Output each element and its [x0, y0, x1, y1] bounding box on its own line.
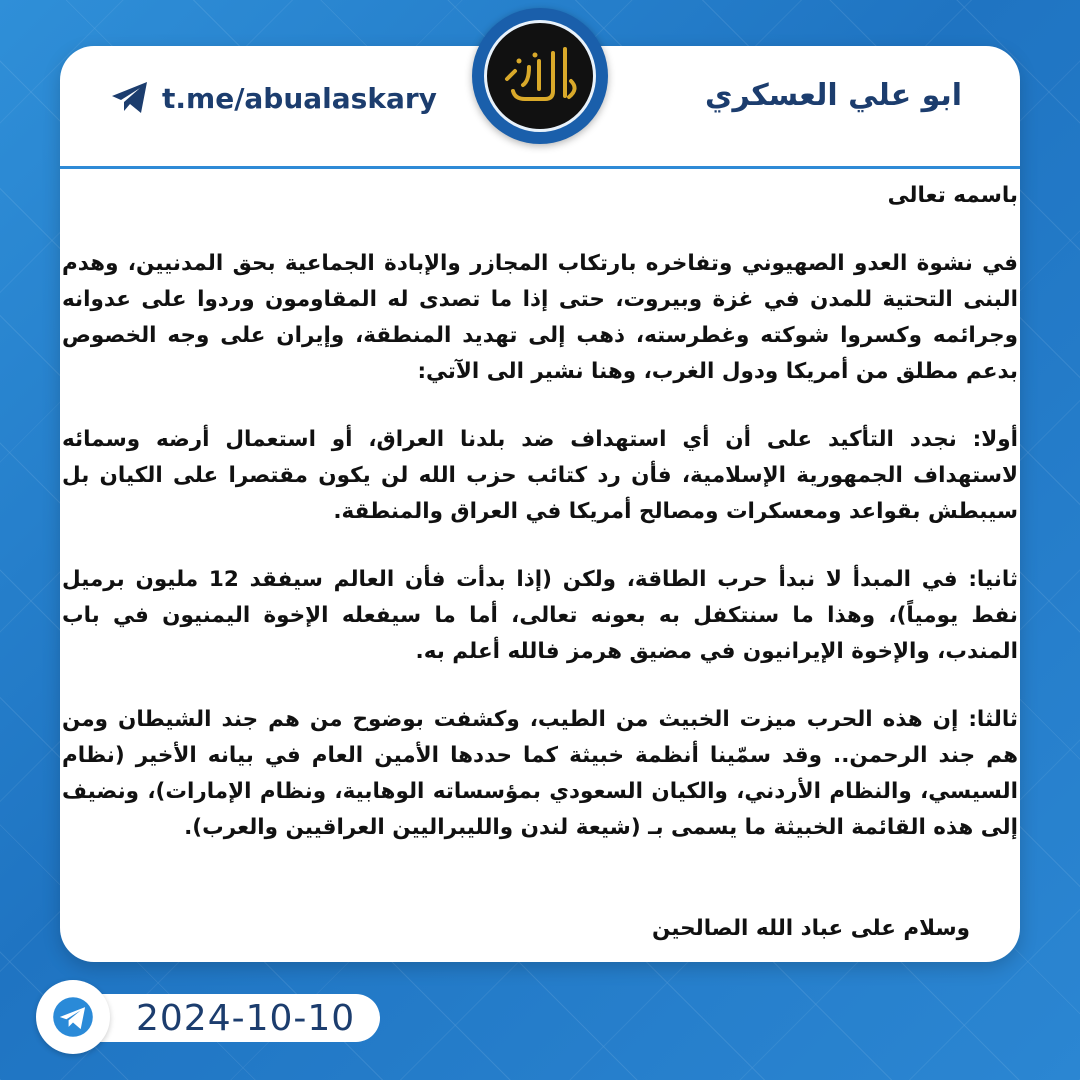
paragraph-first: أولا: نجدد التأكيد على أن أي استهداف ضد بلدنا العراق، أو استعمال أرضه وسمائه لاستهداف الجمهورية الإسلامية، فأن رد كتائب حزب الله لن يكون مقتصرا على الكيان بل سيبطش بقواعد ومعسكرات ومصالح أمريكا في العراق والمنطقة. — [62, 427, 1018, 524]
paragraph-second: ثانيا: في المبدأ لا نبدأ حرب الطاقة، ولكن (إذا بدأت فأن العالم سيفقد 12 مليون برميل نفط يومياً)، وهذا ما سنتكفل به بعونه تعالى، أما ما سيفعله الإخوة اليمنيون في باب المندب، والإخوة الإيرانيون في مضيق هرمز فالله أعلم به. — [62, 567, 1018, 664]
document-heading: باسمه تعالى — [887, 183, 1018, 208]
post-date: 2024-10-10 — [136, 998, 356, 1039]
emblem-logo — [472, 8, 608, 144]
telegram-icon — [51, 997, 95, 1037]
paragraph-third: ثالثا: إن هذه الحرب ميزت الخبيث من الطيب، وكشفت بوضوح من هم جند الشيطان ومن هم جند الرحمن.. وقد سمّينا أنظمة خبيثة كما حددها الأمين العام في بيانه الأخير (نظام السيسي، والنظام الأردني، والكيان السعودي بمؤسساته الوهابية، ونظام الإمارات)، ونضيف إلى هذه القائمة الخبيثة ما يسمى بـ (شيعة لندن والليبراليين العراقيين والعرب). — [62, 707, 1018, 840]
telegram-icon — [110, 80, 150, 116]
calligraphy-logo-icon — [495, 41, 585, 111]
channel-name: ابو علي العسكري — [705, 78, 962, 113]
channel-link[interactable] — [110, 80, 437, 116]
closing-line: وسلام على عباد الله الصالحين — [652, 916, 970, 941]
channel-link-text[interactable]: t.me/abualaskary — [162, 81, 437, 115]
header-divider — [60, 166, 1020, 169]
paragraph-intro: في نشوة العدو الصهيوني وتفاخره بارتكاب المجازر والإبادة الجماعية بحق المدنيين، وهدم البنى التحتية للمدن في غزة وبيروت، حتى إذا ما تصدى له المقاومون وردوا على عدوانه وجرائمه وكسروا شوكته وغطرسته، ذهب إلى تهديد المنطقة، وإيران على وجه الخصوص بدعم مطلق من أمريكا ودول الغرب، وهنا نشير الى الآتي: — [62, 251, 1018, 384]
statement-body — [62, 178, 1018, 846]
telegram-badge[interactable] — [36, 980, 110, 1054]
